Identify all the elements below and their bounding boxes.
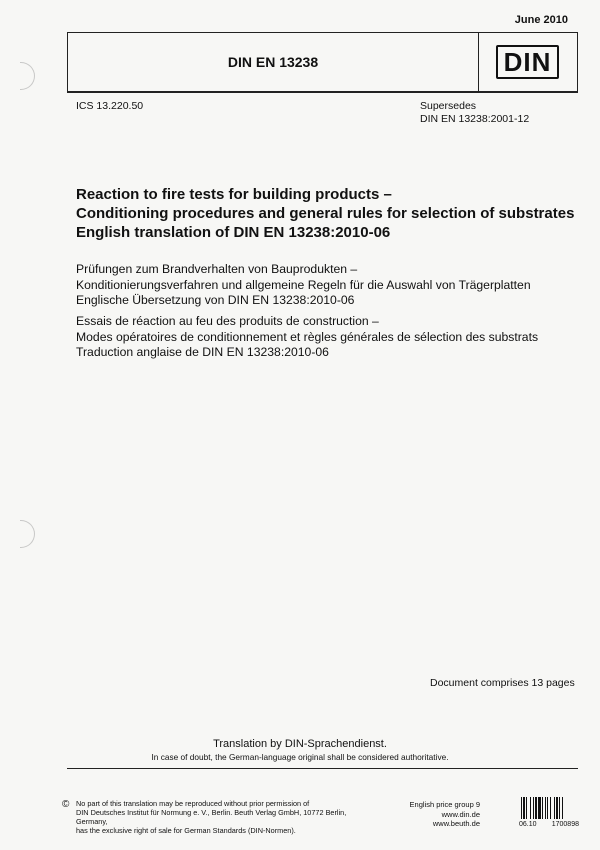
page-count: Document comprises 13 pages bbox=[430, 677, 575, 689]
price-info bbox=[400, 800, 480, 829]
barcode-bar bbox=[535, 797, 537, 819]
title-line: Englische Übersetzung von DIN EN 13238:2010-06 bbox=[76, 293, 355, 307]
barcode-bar bbox=[554, 797, 555, 819]
barcode-bar bbox=[556, 797, 558, 819]
french-title bbox=[76, 314, 576, 361]
barcode-bar bbox=[533, 797, 534, 819]
copyright-line: DIN Deutsches Institut für Normung e. V., Berlin. Beuth Verlag GmbH, 10772 Berlin, Germany, bbox=[76, 808, 347, 826]
barcode-bar bbox=[545, 797, 546, 819]
english-title bbox=[76, 185, 576, 242]
barcode-bar bbox=[562, 797, 563, 819]
german-title bbox=[76, 262, 576, 309]
barcode-bar bbox=[538, 797, 541, 819]
copyright-icon: © bbox=[62, 799, 70, 810]
beuth-website: www.beuth.de bbox=[432, 819, 480, 828]
supersedes-document: DIN EN 13238:2001-12 bbox=[420, 113, 530, 125]
barcode-number: 1700898 bbox=[551, 821, 579, 828]
barcode-bar bbox=[550, 797, 551, 819]
publication-date: June 2010 bbox=[514, 14, 568, 26]
barcode-bar bbox=[521, 797, 522, 819]
title-line: Reaction to fire tests for building products – bbox=[76, 186, 392, 203]
barcode bbox=[521, 797, 577, 819]
title-line: Prüfungen zum Brandverhalten von Bauprodukten – bbox=[76, 262, 358, 276]
ics-code: ICS 13.220.50 bbox=[76, 100, 144, 112]
barcode-bar bbox=[547, 797, 548, 819]
footer-rule bbox=[67, 768, 578, 769]
copyright-note bbox=[76, 799, 376, 835]
title-line: Essais de réaction au feu des produits de construction – bbox=[76, 314, 379, 328]
din-website: www.din.de bbox=[441, 809, 480, 819]
barcode-bar bbox=[523, 797, 525, 819]
title-line: Conditioning procedures and general rules for selection of substrates bbox=[76, 205, 575, 222]
barcode-bar bbox=[542, 797, 543, 819]
title-line: Traduction anglaise de DIN EN 13238:2010-06 bbox=[76, 345, 329, 359]
din-logo-box bbox=[478, 33, 577, 91]
din-logo: DIN bbox=[496, 45, 560, 79]
barcode-date: 06.10 bbox=[519, 821, 537, 828]
barcode-numbers bbox=[519, 821, 579, 828]
title-line: English translation of DIN EN 13238:2010-06 bbox=[76, 224, 391, 241]
title-line: Konditionierungsverfahren und allgemeine Regeln für die Auswahl von Trägerplatten bbox=[76, 277, 531, 292]
barcode-bar bbox=[530, 797, 531, 819]
copyright-line: has the exclusive right of sale for German Standards (DIN-Normen). bbox=[76, 826, 296, 835]
header-frame bbox=[67, 32, 578, 92]
title-line: Modes opératoires de conditionnement et règles générales de sélection des substrats bbox=[76, 329, 539, 344]
supersedes-block bbox=[420, 100, 529, 126]
standard-number: DIN EN 13238 bbox=[227, 54, 319, 70]
header-rule bbox=[67, 92, 578, 93]
barcode-bar bbox=[526, 797, 527, 819]
authoritative-note: In case of doubt, the German-language original shall be considered authoritative. bbox=[151, 752, 449, 762]
copyright-line: No part of this translation may be reproduced without prior permission of bbox=[76, 799, 310, 808]
supersedes-label: Supersedes bbox=[420, 100, 477, 112]
translation-credit: Translation by DIN-Sprachendienst. bbox=[213, 738, 387, 750]
barcode-bar bbox=[559, 797, 560, 819]
price-group: English price group 9 bbox=[409, 800, 480, 809]
